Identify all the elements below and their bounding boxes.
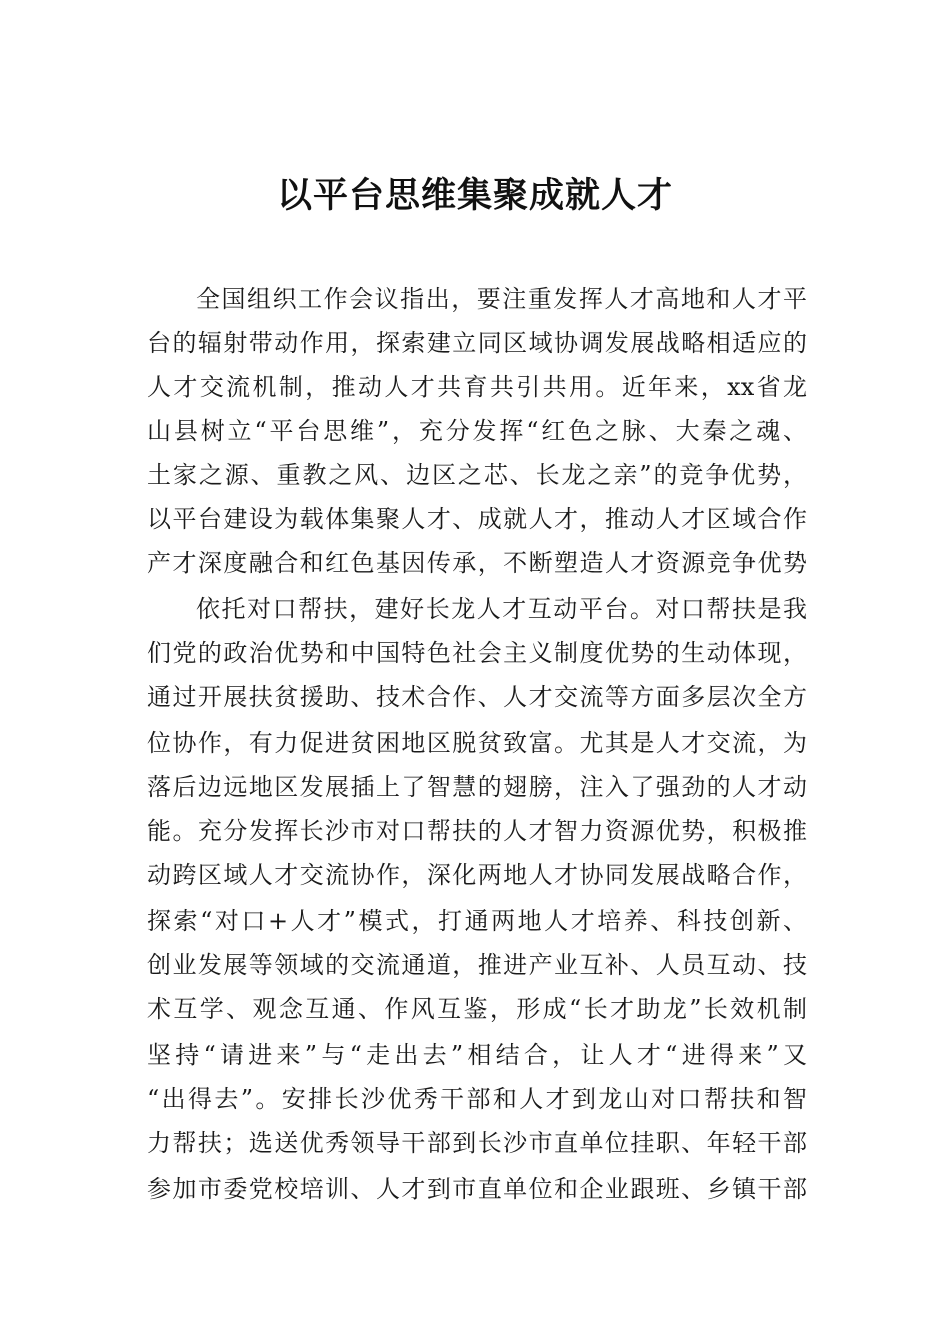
paragraph-line: 山县树立“平台思维”，充分发挥“红色之脉、大秦之魂、 bbox=[147, 417, 807, 445]
paragraph-line: 土家之源、重教之风、边区之芯、长龙之亲”的竞争优势， bbox=[147, 461, 807, 489]
paragraph-line: 动跨区域人才交流协作，深化两地人才协同发展战略合作， bbox=[147, 861, 807, 889]
paragraph-line: 产才深度融合和红色基因传承，不断塑造人才资源竞争优势 bbox=[147, 549, 807, 577]
paragraph-line: 位协作，有力促进贫困地区脱贫致富。尤其是人才交流，为 bbox=[147, 729, 807, 757]
document-title: 以平台思维集聚成就人才 bbox=[276, 175, 673, 216]
paragraph-line: 坚持“请进来”与“走出去”相结合，让人才“进得来”又 bbox=[147, 1041, 807, 1069]
paragraph-line: 人才交流机制，推动人才共育共引共用。近年来，xx省龙 bbox=[147, 373, 807, 401]
paragraph-line: 全国组织工作会议指出，要注重发挥人才高地和人才平 bbox=[196, 285, 807, 313]
paragraph-line: 依托对口帮扶，建好长龙人才互动平台。对口帮扶是我 bbox=[196, 595, 807, 623]
paragraph-line: 们党的政治优势和中国特色社会主义制度优势的生动体现， bbox=[147, 639, 807, 667]
paragraph-line: 台的辐射带动作用，探索建立同区域协调发展战略相适应的 bbox=[147, 329, 807, 357]
paragraph-line: “出得去”。安排长沙优秀干部和人才到龙山对口帮扶和智 bbox=[147, 1085, 807, 1113]
paragraph-line: 落后边远地区发展插上了智慧的翅膀，注入了强劲的人才动 bbox=[147, 773, 807, 801]
paragraph-line: 创业发展等领域的交流通道，推进产业互补、人员互动、技 bbox=[147, 951, 807, 979]
paragraph-line: 通过开展扶贫援助、技术合作、人才交流等方面多层次全方 bbox=[147, 683, 807, 711]
paragraph-line: 能。充分发挥长沙市对口帮扶的人才智力资源优势，积极推 bbox=[147, 817, 807, 845]
paragraph-line: 力帮扶；选送优秀领导干部到长沙市直单位挂职、年轻干部 bbox=[147, 1129, 807, 1157]
paragraph-line: 探索“对口+人才”模式，打通两地人才培养、科技创新、 bbox=[147, 907, 807, 935]
paragraph-line: 以平台建设为载体集聚人才、成就人才，推动人才区域合作 bbox=[147, 505, 807, 533]
paragraph-line: 术互学、观念互通、作风互鉴，形成“长才助龙”长效机制 bbox=[147, 995, 807, 1023]
paragraph-line: 参加市委党校培训、人才到市直单位和企业跟班、乡镇干部 bbox=[147, 1175, 807, 1203]
